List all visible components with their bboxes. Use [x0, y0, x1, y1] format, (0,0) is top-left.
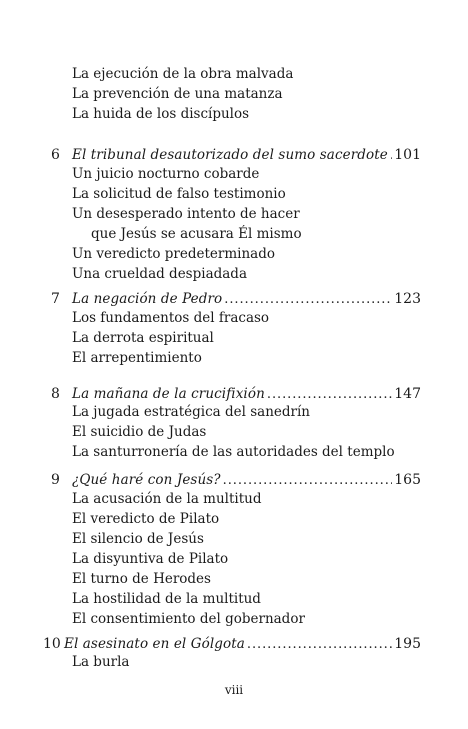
- chapter-number: 6: [51, 147, 60, 163]
- chapter-page-number: 165: [394, 472, 421, 488]
- toc-item: La burla: [72, 654, 130, 670]
- toc-item: Un juicio nocturno cobarde: [72, 166, 260, 182]
- dot-leader: [224, 290, 392, 310]
- chapter-page-number: 123: [394, 291, 421, 307]
- chapter-entry-10: [43, 634, 421, 654]
- chapter-title: La negación de Pedro: [72, 291, 223, 307]
- page-folio: viii: [224, 683, 244, 697]
- toc-item: El arrepentimiento: [72, 350, 202, 366]
- chapter-title: El tribunal desautorizado del sumo sacerdote: [72, 147, 388, 163]
- chapter-number: 10: [43, 636, 61, 652]
- chapter-title: ¿Qué haré con Jesús?: [72, 472, 221, 488]
- toc-item: La acusación de la multitud: [72, 491, 262, 507]
- chapter-number: 9: [51, 472, 60, 488]
- chapter-number: 8: [51, 386, 60, 402]
- toc-item: El consentimiento del gobernador: [72, 611, 305, 627]
- chapter-page-number: 195: [394, 636, 421, 652]
- toc-item-continuation: que Jesús se acusara Él mismo: [91, 226, 302, 242]
- toc-item: El turno de Herodes: [72, 571, 211, 587]
- toc-item: El suicidio de Judas: [72, 424, 207, 440]
- toc-item: El veredicto de Pilato: [72, 511, 220, 527]
- toc-item: La solicitud de falso testimonio: [72, 186, 286, 202]
- chapter-entry-9: [51, 470, 421, 490]
- toc-item: Una crueldad despiadada: [72, 266, 247, 282]
- chapter-title: El asesinato en el Gólgota: [64, 636, 245, 652]
- toc-item: Los fundamentos del fracaso: [72, 310, 270, 326]
- toc-item: La hostilidad de la multitud: [72, 591, 261, 607]
- dot-leader: [247, 635, 392, 655]
- chapter-page-number: 147: [394, 386, 421, 402]
- toc-item: Un veredicto predeterminado: [72, 246, 276, 262]
- chapter-entry-8: [51, 384, 421, 404]
- toc-item: El silencio de Jesús: [72, 531, 204, 547]
- toc-item: La prevención de una matanza: [72, 86, 283, 102]
- toc-item: La derrota espiritual: [72, 330, 214, 346]
- chapter-page-number: 101: [394, 147, 421, 163]
- toc-item: La disyuntiva de Pilato: [72, 551, 229, 567]
- chapter-title: La mañana de la crucifixión: [72, 386, 265, 402]
- dot-leader: [390, 146, 392, 166]
- chapter-entry-6: [51, 145, 421, 165]
- toc-item: La santurronería de las autoridades del templo: [72, 444, 395, 460]
- chapter-number: 7: [51, 291, 60, 307]
- chapter-entry-7: [51, 289, 421, 309]
- toc-item: La huida de los discípulos: [72, 106, 250, 122]
- toc-item: Un desesperado intento de hacer: [72, 206, 300, 222]
- toc-item: La jugada estratégica del sanedrín: [72, 404, 310, 420]
- toc-item: La ejecución de la obra malvada: [72, 66, 294, 82]
- dot-leader: [223, 471, 393, 491]
